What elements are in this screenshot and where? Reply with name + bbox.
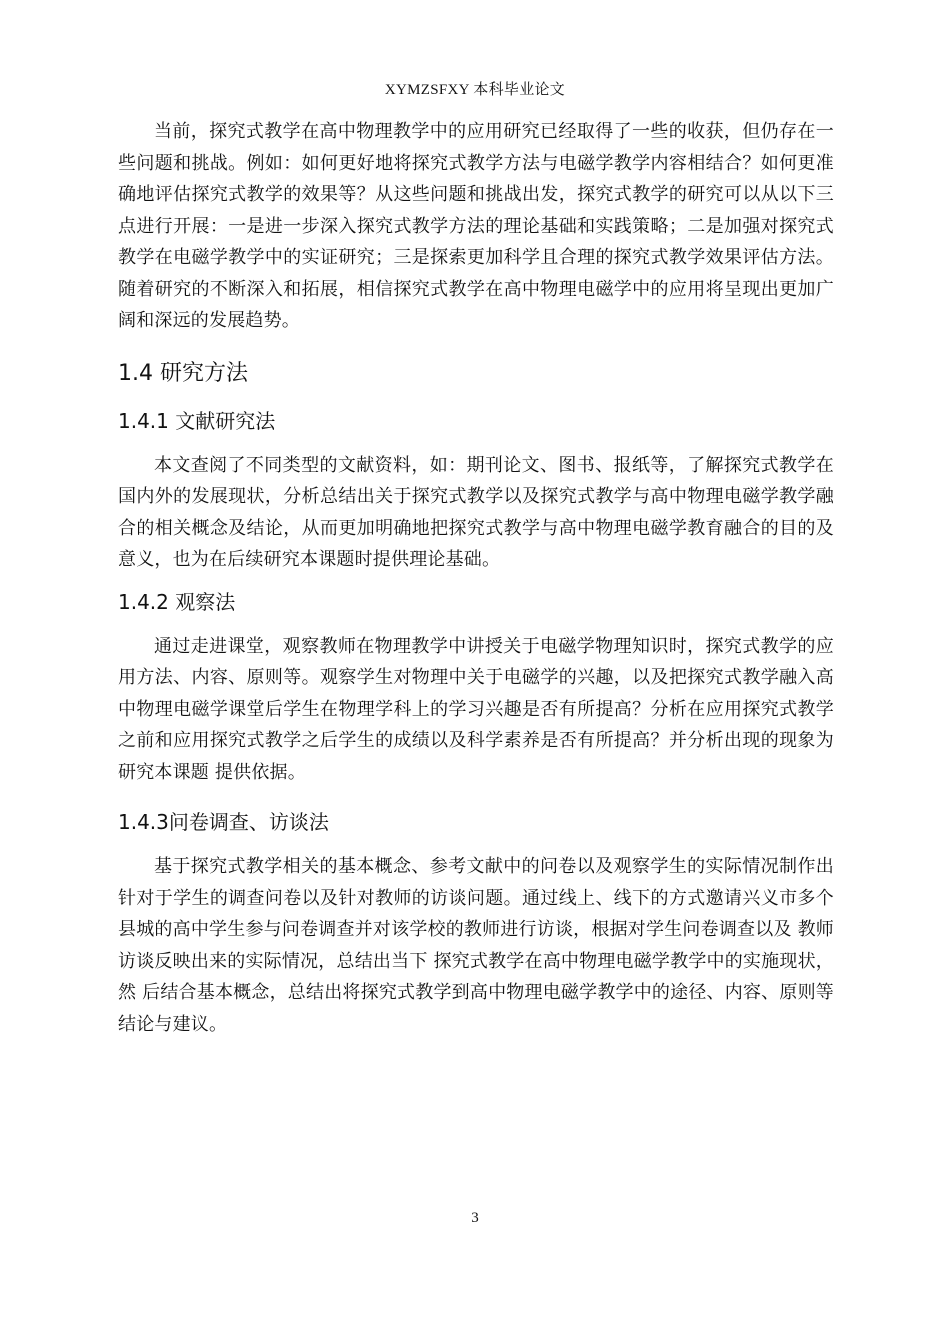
section-heading-research-methods: 1.4 研究方法 <box>118 360 248 386</box>
survey-interview-method-paragraph: 基于探究式教学相关的基本概念、参考文献中的问卷以及观察学生的实际情况制作出 针对于学生的调查问卷以及针对教师的访谈问题。通过线上、线下的方式邀请兴义市多个县城的高中学生参与问卷调查并对该学校的教师进行访谈，根据对学生问卷调查以及 教师访谈反映出来的实际情况，总结出当下 探究式教学在高中物理电磁学教学中的实施现状，然 后结合基本概念，总结出将探究式教学到高中物理电磁学教学中的途径、内容、原则等结论与建议。 <box>118 856 834 1035</box>
subsection-heading-survey-interview-method: 1.4.3问卷调查、访谈法 <box>118 810 329 834</box>
page-content <box>118 116 834 1040</box>
subsection-heading-observation-method: 1.4.2 观察法 <box>118 589 236 614</box>
page-number: 3 <box>471 1210 479 1226</box>
literature-method-paragraph: 本文查阅了不同类型的文献资料，如：期刊论文、图书、报纸等，了解探究式教学在国内外的发展现状，分析总结出关于探究式教学以及探究式教学与高中物理电磁学教学融合的相关概念及结论，从而更加明确地把探究式教学与高中物理电磁学教育融合的目的及意义，也为在后续研究本课题时提供理论基础。 <box>118 454 834 570</box>
observation-method-paragraph: 通过走进课堂，观察教师在物理教学中讲授关于电磁学物理知识时，探究式教学的应用方法、内容、原则等。观察学生对物理中关于电磁学的兴趣，以及把探究式教学融入高中物理电磁学课堂后学生在物理学科上的学习兴趣是否有所提高？分析在应用探究式教学之前和应用探究式教学之后学生的成绩以及科学素养是否有所提高？并分析出现的现象为研究本课题 提供依据。 <box>118 635 834 783</box>
subsection-heading-literature-method: 1.4.1 文献研究法 <box>118 408 276 433</box>
intro-paragraph: 当前，探究式教学在高中物理教学中的应用研究已经取得了一些的收获，但仍存在一些问题和挑战。例如：如何更好地将探究式教学方法与电磁学教学内容相结合？如何更准确地评估探究式教学的效果等？从这些问题和挑战出发，探究式教学的研究可以从以下三点进行开展：一是进一步深入探究式教学方法的理论基础和实践策略；二是加强对探究式教学在电磁学教学中的实证研究；三是探索更加科学且合理的探究式教学效果评估方法。随着研究的不断深入和拓展，相信探究式教学在高中物理电磁学中的应用将呈现出更加广阔和深远的发展趋势。 <box>118 121 834 331</box>
running-header: XYMZSFXY 本科毕业论文 <box>384 82 566 98</box>
